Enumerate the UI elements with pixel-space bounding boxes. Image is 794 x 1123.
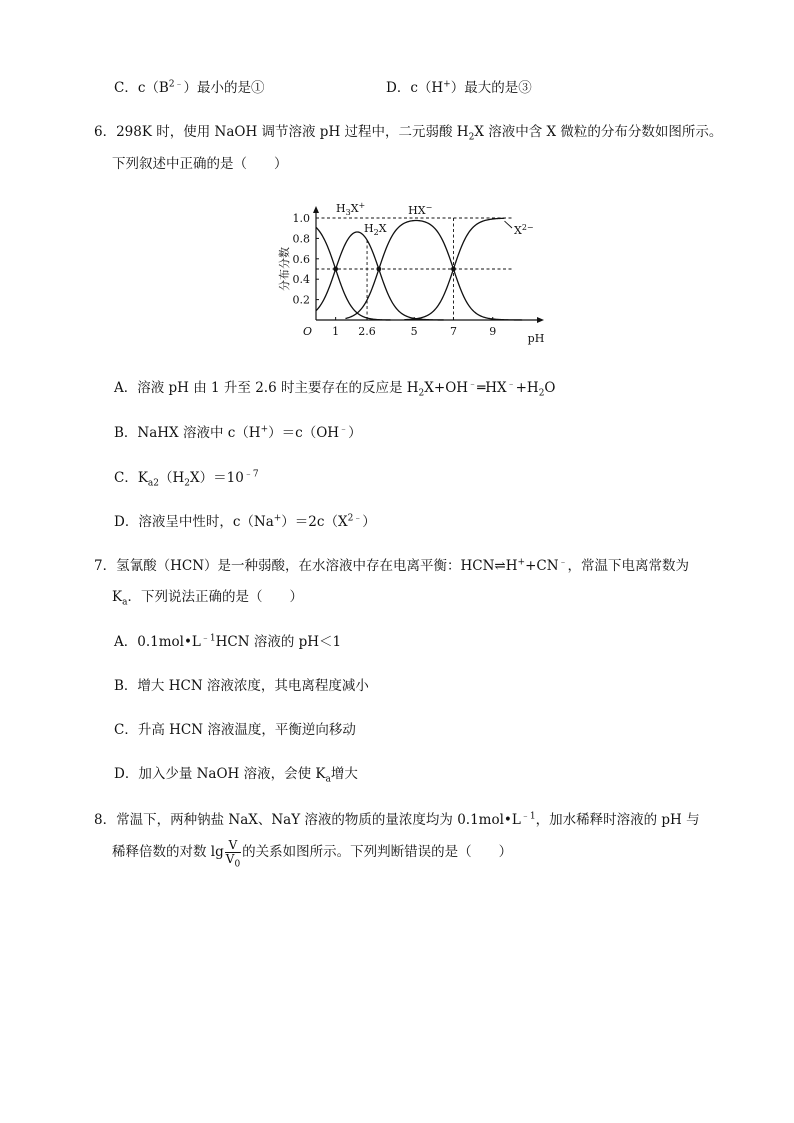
curve-H2X (316, 232, 444, 320)
intersection-point-0 (333, 267, 338, 272)
series-label-H2X: $H_2X$ (364, 222, 387, 237)
q8-stem-line2: 稀释倍数的对数 lg $\frac{V}{V_0}$ 的关系如图所示。下列判断错误的是（ ） (112, 838, 513, 870)
q8-stem-line1: 8．常温下，两种钠盐 NaX、NaY 溶液的物质的量浓度均为 $0.1mol•L^{﹣1}$，加水稀释时溶液的 pH 与 (94, 811, 700, 828)
y-tick-label: 0.2 (292, 293, 310, 307)
y-axis-label: 分布分数 (278, 247, 291, 291)
q7-option-c: C．升高 HCN 溶液温度，平衡逆向移动 (114, 722, 356, 738)
q7-option-d: D．加入少量 NaOH 溶液，会使 $K_a$增大 (114, 766, 358, 785)
q5-option-c: C．$c(B^{2﹣})$最小的是① (114, 79, 265, 96)
y-tick-label: 0.8 (292, 232, 310, 246)
x-tick-label: 2.6 (358, 325, 376, 338)
q7-stem-line2: $K_a$．下列说法正确的是（ ） (112, 589, 303, 608)
q6-option-d: D．溶液呈中性时，$c(Na^+)=2c(X^{2﹣})$ (114, 513, 376, 530)
log-fraction: $\frac{V}{V_0}$ (225, 838, 241, 870)
q6-stem-line1: 6．298K 时，使用 NaOH 调节溶液 pH 过程中，二元弱酸 $H_2X$ 溶液中含 X 微粒的分布分数如图所示。 (94, 124, 723, 143)
q5-option-d: D．c（H+）最大的是③ (386, 79, 532, 96)
x-axis-arrow (537, 317, 544, 323)
q6-option-b: B．NaHX 溶液中 c（H+）＝c（OH﹣） (114, 424, 362, 441)
curve-HX- (345, 221, 522, 320)
q6-stem-line2: 下列叙述中正确的是（ ） (112, 156, 288, 172)
q6-option-c: C．$K_{a2}(H_2X)=10^{﹣7}$ (114, 469, 259, 489)
y-tick-label: 0.6 (292, 252, 310, 266)
x-axis-label: pH (527, 332, 544, 345)
q7-stem-line1: 7．氢氰酸（HCN）是一种弱酸，在水溶液中存在电离平衡：HCN⇌H++CN﹣，常温下电离常数为 (94, 557, 690, 574)
x-tick-label: 1 (332, 325, 340, 338)
series-label-H3X+: $H_3X^+$ (336, 201, 366, 217)
x-tick-label: 5 (410, 325, 418, 338)
distribution-chart (272, 196, 544, 348)
q7-option-b: B．增大 HCN 溶液浓度，其电离程度减小 (114, 678, 369, 694)
y-axis-arrow (313, 206, 319, 213)
curve-H3X+ (316, 227, 391, 320)
x-tick-label: 9 (489, 325, 497, 338)
series-label-X2-: $X^{2-}$ (514, 223, 534, 237)
x2-label-pointer (505, 221, 512, 228)
q7-option-a: A．$0.1mol•L^{﹣1}HCN$ 溶液的 pH＜1 (114, 633, 342, 650)
intersection-point-2 (451, 267, 456, 272)
y-tick-label: 1.0 (292, 212, 310, 225)
q6-option-a: A．溶液 pH 由 1 升至 2.6 时主要存在的反应是 $H_2X+OH^﹣═HX^﹣+H_2O$ (114, 379, 556, 399)
x-tick-label: 7 (449, 325, 457, 338)
series-label-HX-: HX− (408, 203, 433, 217)
origin-label: O (302, 325, 312, 338)
y-tick-label: 0.4 (292, 273, 310, 287)
intersection-point-1 (376, 267, 381, 272)
